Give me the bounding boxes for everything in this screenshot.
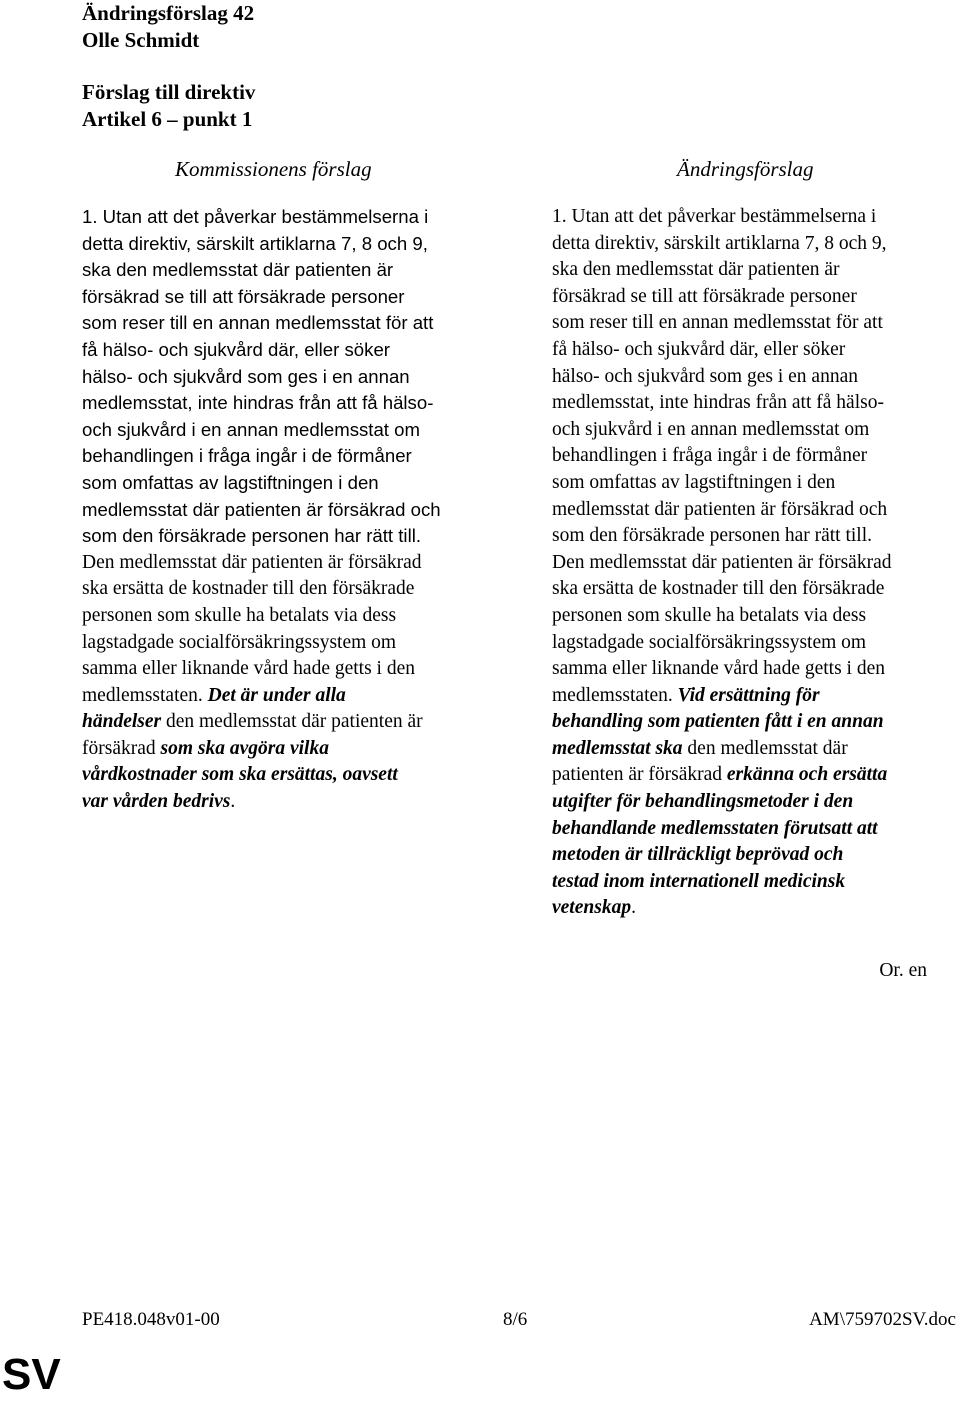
text-line: och sjukvård i en annan medlemsstat om: [82, 418, 420, 440]
deleted-text: var vården bedrivs: [82, 791, 231, 813]
text-line: detta direktiv, särskilt artiklarna 7, 8 och 9,: [82, 232, 428, 254]
text-line: [82, 789, 502, 816]
text-line: få hälso- och sjukvård där, eller söker: [82, 338, 390, 360]
text-line: [82, 736, 502, 763]
text-line: få hälso- och sjukvård där, eller söker: [552, 338, 846, 360]
text-line: behandlingen i fråga ingår i de förmåner: [82, 445, 412, 467]
text-line: medlemsstat där patienten är försäkrad och: [552, 498, 888, 520]
text-line: lagstadgade socialförsäkringssystem om: [552, 631, 867, 653]
article-reference: Artikel 6 – punkt 1: [82, 107, 253, 131]
deleted-text: som ska avgöra vilka: [160, 737, 329, 759]
inserted-text: utgifter för behandlingsmetoder i den: [552, 791, 854, 813]
inserted-text: behandling som patienten fått i en annan: [552, 711, 884, 733]
text-line: behandlingen i fråga ingår i de förmåner: [552, 445, 868, 467]
inserted-text: behandlande medlemsstaten förutsatt att: [552, 817, 878, 839]
text-line: som reser till en annan medlemsstat för att: [82, 312, 434, 334]
commission-proposal-heading: Kommissionens förslag: [175, 157, 372, 181]
text-line: ska ersätta de kostnader till den försäkrade: [82, 578, 415, 600]
text-line: [552, 895, 960, 922]
language-code: SV: [2, 1350, 61, 1399]
text-line: försäkrad se till att försäkrade personer: [552, 285, 857, 307]
amendment-heading: Ändringsförslag: [677, 157, 814, 181]
text-line: ska den medlemsstat där patienten är: [552, 259, 840, 281]
text-span: den medlemsstat där: [682, 737, 848, 759]
text-line: samma eller liknande vård hade getts i den: [552, 658, 886, 680]
text-line: personen som skulle ha betalats via dess: [82, 604, 397, 626]
text-line: 1. Utan att det påverkar bestämmelserna i: [552, 206, 877, 227]
text-line: som omfattas av lagstiftningen i den: [82, 471, 379, 493]
text-line: medlemsstat, inte hindras från att få hälso-: [82, 392, 434, 414]
text-line: [82, 709, 502, 736]
text-line: hälso- och sjukvård som ges i en annan: [82, 365, 410, 387]
amendment-header: [82, 0, 255, 133]
inserted-text: testad inom internationell medicinsk: [552, 870, 846, 892]
text-span: .: [631, 897, 636, 919]
inserted-text: erkänna och ersätta: [726, 764, 888, 786]
inserted-text: Vid ersättning för: [677, 684, 820, 706]
text-line: [82, 683, 502, 710]
text-line: Den medlemsstat där patienten är försäkrad: [82, 551, 422, 573]
text-line: ska den medlemsstat där patienten är: [82, 259, 394, 281]
deleted-text: Det är under alla: [207, 684, 346, 706]
text-span: medlemsstaten.: [82, 684, 208, 706]
amendment-number: Ändringsförslag 42: [82, 1, 255, 25]
text-line: detta direktiv, särskilt artiklarna 7, 8 och 9,: [552, 232, 887, 254]
text-line: ska ersätta de kostnader till den försäkrade: [552, 578, 885, 600]
deleted-text: händelser: [82, 711, 162, 733]
text-line: som reser till en annan medlemsstat för att: [552, 312, 883, 334]
text-line: som omfattas av lagstiftningen i den: [552, 471, 836, 493]
amendment-text-column: [552, 204, 960, 922]
deleted-text: vårdkostnader som ska ersättas, oavsett: [82, 764, 398, 786]
text-span: den medlemsstat där patienten är: [161, 711, 423, 733]
text-span: medlemsstaten.: [552, 684, 678, 706]
proposal-title: Förslag till direktiv: [82, 80, 256, 104]
text-line: samma eller liknande vård hade getts i den: [82, 658, 416, 680]
inserted-text: vetenskap: [552, 897, 632, 919]
text-line: personen som skulle ha betalats via dess: [552, 604, 867, 626]
text-line: medlemsstat, inte hindras från att få hälso-: [552, 392, 884, 414]
text-span: .: [230, 791, 236, 813]
text-line: hälso- och sjukvård som ges i en annan: [552, 365, 858, 387]
text-line: [552, 736, 960, 763]
commission-text-column: [82, 204, 502, 816]
text-span: patienten är försäkrad: [552, 764, 727, 786]
text-span: försäkrad: [82, 737, 161, 759]
footer-document-reference: PE418.048v01-00: [82, 1309, 220, 1330]
text-line: 1. Utan att det påverkar bestämmelserna i: [82, 206, 429, 227]
text-line: [552, 683, 960, 710]
inserted-text: metoden är tillräckligt beprövad och: [552, 844, 844, 866]
text-line: och sjukvård i en annan medlemsstat om: [552, 418, 870, 440]
author-name: Olle Schmidt: [82, 28, 200, 52]
footer-page-number: 8/6: [503, 1309, 528, 1330]
text-line: Den medlemsstat där patienten är försäkrad: [552, 551, 892, 573]
original-language-note: Or. en: [879, 960, 927, 981]
inserted-text: medlemsstat ska: [552, 737, 683, 759]
text-line: som den försäkrade personen har rätt till.: [552, 525, 873, 547]
text-line: som den försäkrade personen har rätt till.: [82, 525, 421, 547]
text-line: [552, 762, 960, 789]
footer-file-name: AM\759702SV.doc: [809, 1309, 956, 1330]
text-line: medlemsstat där patienten är försäkrad och: [82, 498, 441, 520]
text-line: lagstadgade socialförsäkringssystem om: [82, 631, 397, 653]
text-line: försäkrad se till att försäkrade personer: [82, 285, 405, 307]
